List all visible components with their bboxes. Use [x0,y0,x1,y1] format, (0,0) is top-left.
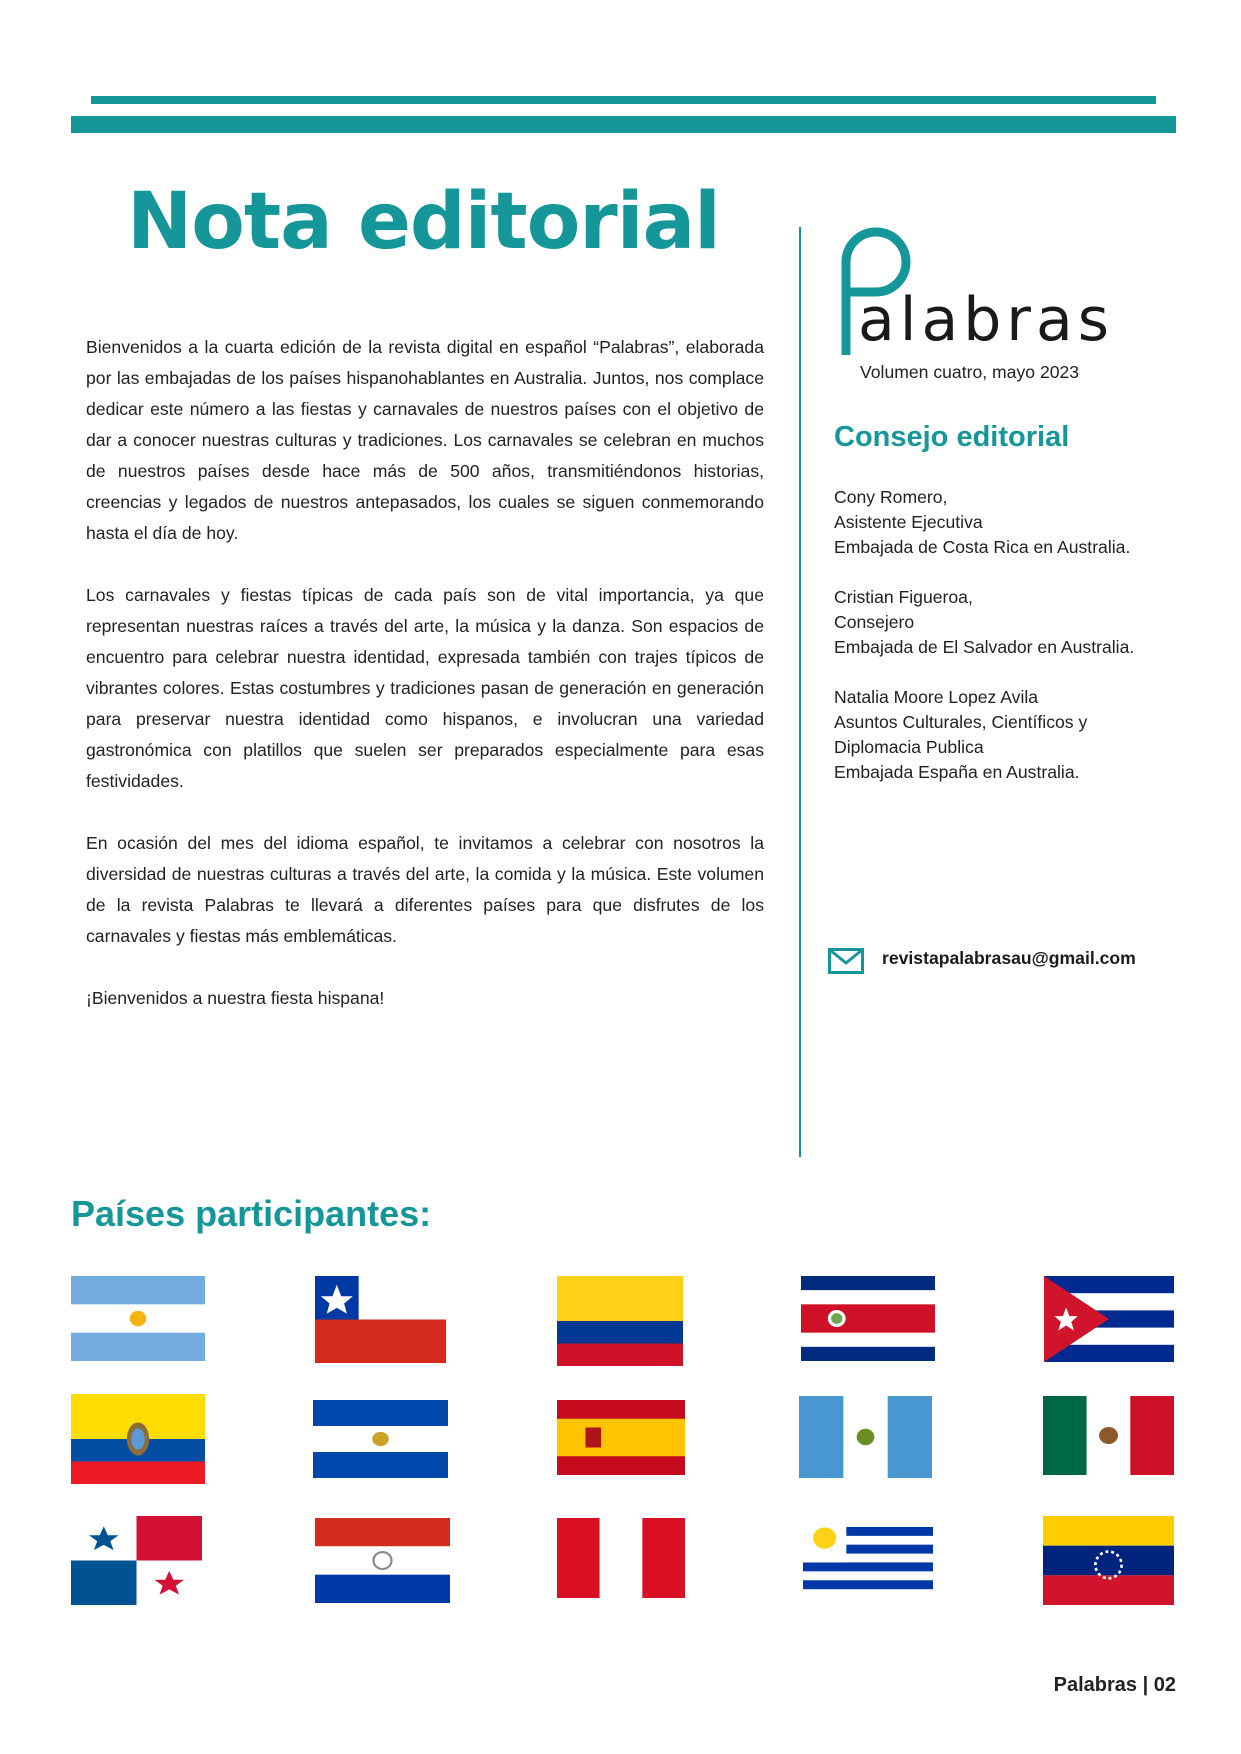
flag-el-salvador-icon [313,1400,448,1478]
contact-email-link[interactable]: revistapalabrasau@gmail.com [882,948,1136,968]
member-role: Asuntos Culturales, Científicos y [834,712,1088,732]
flag-paraguay-icon [315,1518,450,1603]
board-member [834,685,1164,785]
countries-title: Países participantes: [71,1193,432,1234]
page-title: Nota editorial [127,177,720,267]
board-member [834,585,1164,660]
flag-ecuador-icon [71,1394,205,1484]
flag-spain-icon [557,1400,685,1475]
header-rule-thin [91,96,1156,104]
member-name: Cristian Figueroa, [834,587,973,607]
member-role: Asistente Ejecutiva [834,512,983,532]
member-name: Natalia Moore Lopez Avila [834,687,1039,707]
member-embassy: Embajada de Costa Rica en Australia. [834,537,1131,557]
flag-uruguay-icon [803,1518,933,1598]
editorial-body [86,332,764,1045]
flag-mexico-icon [1043,1396,1174,1475]
flag-venezuela-icon [1043,1516,1174,1605]
editorial-paragraph: Los carnavales y fiestas típicas de cada país son de vital importancia, ya que representan nuestras raíces a través del arte, la música y la danza. Son espacios de encuentro para celebrar nuestra identidad, expresada también con trajes típicos de vibrantes colores. Estas costumbres y tradiciones pasan de generación en generación para preservar nuestra identidad como hispanos, e involucran una variedad gastronómica con platillos que suelen ser preparados especialmente para esas festividades. [86,585,764,791]
flag-peru-icon [557,1518,685,1598]
member-role: Consejero [834,612,915,632]
flag-chile-icon [315,1276,446,1363]
editorial-paragraph: En ocasión del mes del idioma español, te invitamos a celebrar con nosotros la diversidad de nuestras culturas a través del arte, la comida y la música. Este volumen de la revista Palabras te llevará a diferentes países para que disfrutes de los carnavales y fiestas más emblemáticas. [86,833,764,946]
board-title: Consejo editorial [834,421,1070,453]
member-role: Diplomacia Publica [834,737,984,757]
header-rule-thick [71,116,1176,133]
member-embassy: Embajada España en Australia. [834,762,1080,782]
flag-argentina-icon [71,1276,205,1361]
board-member [834,485,1164,560]
flag-costa-rica-icon [801,1276,935,1361]
column-divider [799,227,801,1157]
editorial-board [834,485,1164,810]
logo-wordmark: alabras [858,285,1114,355]
member-embassy: Embajada de El Salvador en Australia. [834,637,1135,657]
envelope-icon [828,948,864,974]
flag-panama-icon [71,1516,202,1605]
page-footer: Palabras | 02 [1053,1674,1176,1696]
volume-date: Volumen cuatro, mayo 2023 [860,362,1080,382]
editorial-paragraph: Bienvenidos a la cuarta edición de la revista digital en español “Palabras”, elaborada por las embajadas de los países hispanohablantes en Australia. Juntos, nos complace dedicar este número a las fiestas y carnavales de nuestros países con el objetivo de dar a conocer nuestras culturas y tradiciones. Los carnavales se celebran en muchos de nuestros países desde hace más de 500 años, transmitiéndonos historias, creencias y legados de nuestros antepasados, los cuales se siguen conmemorando hasta el día de hoy. [86,337,764,543]
member-name: Cony Romero, [834,487,948,507]
flag-guatemala-icon [799,1396,932,1478]
editorial-closing: ¡Bienvenidos a nuestra fiesta hispana! [86,988,385,1008]
flag-cuba-icon [1044,1276,1174,1362]
flag-colombia-icon [557,1276,683,1366]
